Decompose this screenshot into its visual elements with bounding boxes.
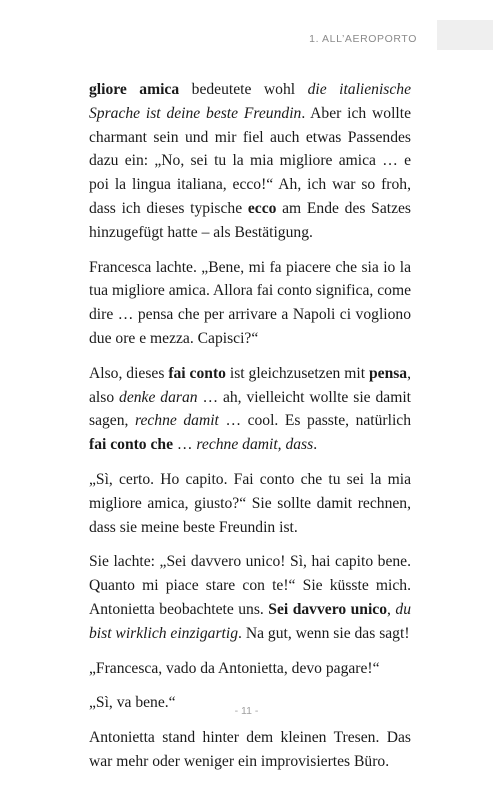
text-run: . Aber ich wollte charmant sein und mir fiel auch etwas Passendes dazu ein: „No, sei tu la mia migliore amica … e poi la lingua italiana, ecco!“ Ah, ich war so froh, dass ich dieses typische: [89, 104, 411, 217]
text-run: bedeutete wohl: [179, 81, 308, 98]
text-run: .: [313, 436, 318, 454]
text-run: „Sì, va bene.“: [89, 694, 176, 712]
bold-term: pensa: [368, 364, 408, 382]
body-text: [89, 78, 411, 785]
header-tab-marker: [437, 20, 493, 50]
bold-term: fai conto: [168, 364, 226, 382]
paragraph: [89, 657, 411, 681]
italic-translation: rechne damit, dass: [196, 436, 314, 454]
text-run: Antonietta stand hinter dem kleinen Tresen. Das war mehr oder weniger ein improvisiertes Büro.: [89, 729, 411, 770]
paragraph: [89, 78, 411, 245]
page-number: - 11 -: [234, 705, 259, 717]
text-run: Francesca lachte. „Bene, mi fa piacere che sia io la tua migliore amica. Allora fai conto significa, come dire … pensa che per arrivare a Napoli ci vogliono due ore e mezza. Capisci?“: [89, 258, 411, 347]
paragraph: [89, 550, 411, 645]
italic-translation: denke daran: [119, 388, 198, 406]
running-header: [0, 0, 493, 70]
text-run: … ah, vielleicht wollte sie damit sagen,: [89, 388, 411, 430]
italic-translation: du bist wirklich einzigartig: [89, 600, 411, 642]
bold-term: Sei davvero unico: [268, 600, 388, 618]
text-run: ,: [387, 600, 396, 618]
paragraph: [89, 256, 411, 351]
bold-term: gliore amica: [89, 81, 180, 98]
paragraph: [89, 362, 411, 457]
text-run: Also, dieses: [89, 364, 169, 382]
paragraph: [89, 468, 411, 539]
text-run: am Ende des Satzes hinzugefügt hatte – als Bestätigung.: [89, 199, 412, 241]
text-run: „Sì, certo. Ho capito. Fai conto che tu sei la mia migliore amica, giusto?“ Sie sollte damit rechnen, dass sie meine beste Freundin ist.: [89, 470, 411, 536]
italic-translation: rechne damit: [134, 412, 219, 430]
text-run: . Na gut, wenn sie das sagt!: [238, 624, 410, 642]
text-run: „Francesca, vado da Antonietta, devo pagare!“: [89, 659, 380, 677]
bold-term: fai conto che: [89, 436, 174, 454]
text-run: Sie lachte: „Sei davvero unico! Sì, hai capito bene. Quanto mi piace stare con te!“ Sie küsste mich. Antonietta beobachtete uns.: [89, 553, 411, 618]
text-run: …: [173, 436, 197, 454]
bold-term: ecco: [247, 199, 277, 217]
chapter-title: 1. ALL’AEROPORTO: [309, 33, 417, 45]
text-run: … cool. Es passte, natürlich: [218, 412, 412, 430]
text-run: ist gleichzusetzen mit: [225, 364, 369, 382]
italic-translation: die italienische Sprache ist deine beste Freundin: [89, 81, 411, 122]
text-run: , also: [89, 364, 412, 406]
